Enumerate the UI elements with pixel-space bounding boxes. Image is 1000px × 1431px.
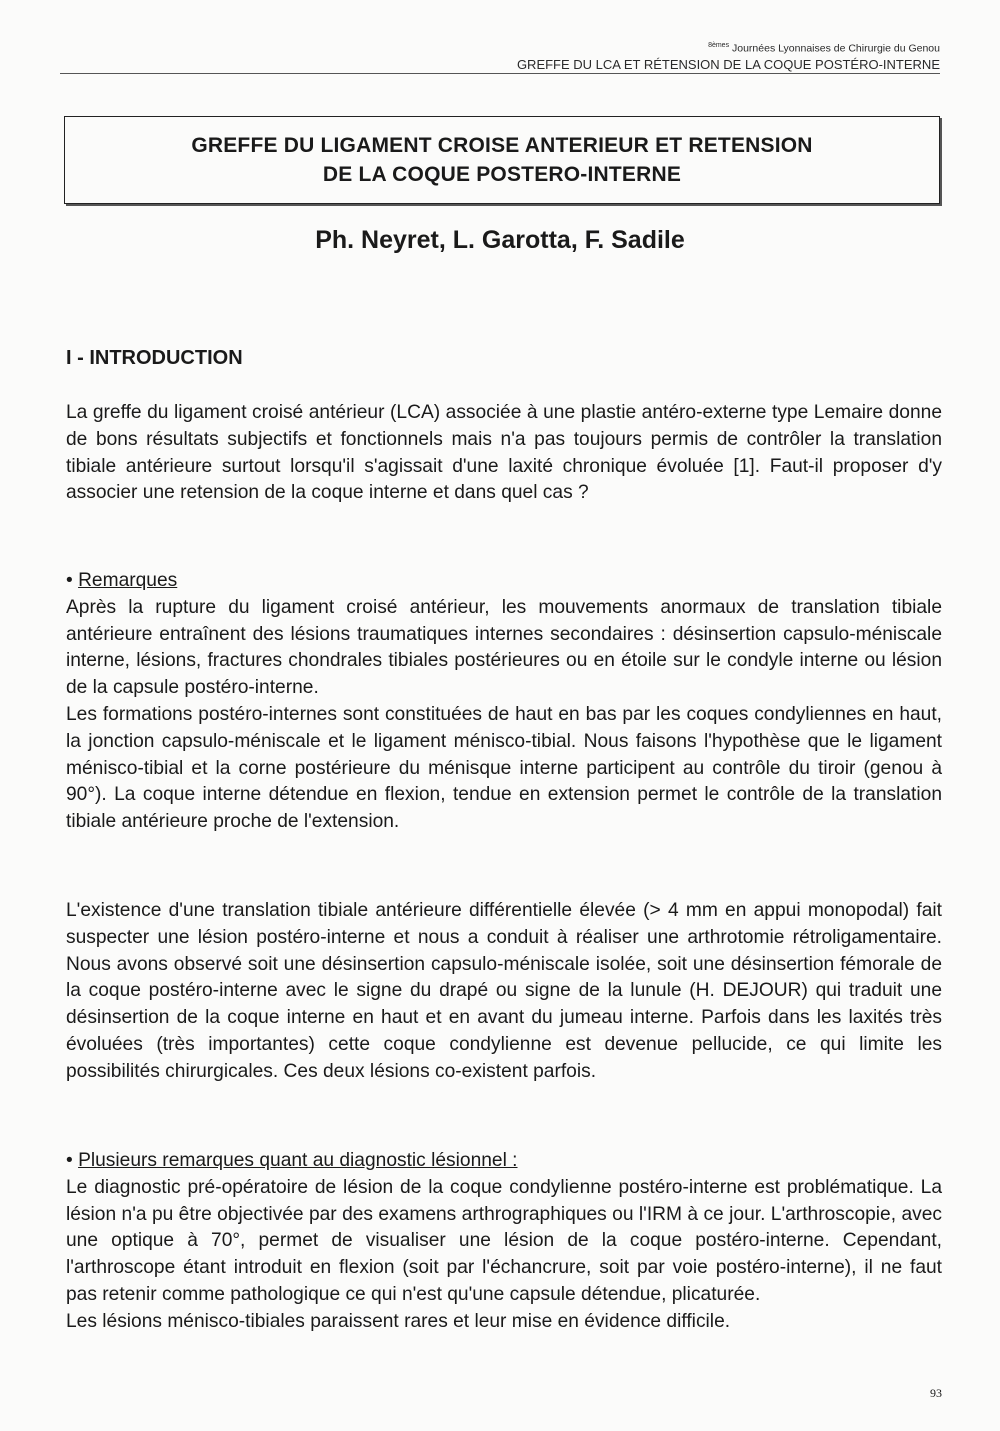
- intro-paragraph: [66, 400, 942, 507]
- running-head-line2: GREFFE DU LCA ET RÉTENSION DE LA COQUE POSTÉRO-INTERNE: [516, 56, 940, 72]
- running-head-ordinal: 8èmes: [708, 42, 730, 49]
- diagnostic-p2: Les lésions ménisco-tibiales paraissent rares et leur mise en évidence difficile.: [66, 1310, 731, 1332]
- title-box: [64, 116, 940, 204]
- bullet: •: [66, 570, 73, 591]
- header-rule: [60, 73, 940, 74]
- section-heading: I - INTRODUCTION: [66, 347, 243, 369]
- remarques-heading-text: Remarques: [78, 570, 178, 591]
- remarques-heading: [66, 568, 942, 595]
- running-head-event: Journées Lyonnaises de Chirurgie du Genou: [729, 42, 940, 55]
- diagnostic-heading: [66, 1148, 942, 1175]
- title-line1: GREFFE DU LIGAMENT CROISE ANTERIEUR ET RETENSION: [191, 134, 813, 157]
- remarques-p3: L'existence d'une translation tibiale antérieure différentielle élevée (> 4 mm en appui monopodal) fait suspecter une lésion postéro-interne et nous a conduit à réaliser une arthrotomie rétroligamentaire. Nous avons observé soit une désinsertion capsulo-méniscale isolée, soit une désinsertion fémorale de la coque postéro-interne avec le signe du drapé ou signe de la lunule (H. DEJOUR) qui traduit une désinsertion de la coque interne en haut et en avant du jumeau interne. Parfois dans les laxités très évoluées (très importantes) cette coque condylienne est devenue pellucide, ce qui limite les possibilités chirurgicales. Ces deux lésions co-existent parfois.: [66, 900, 942, 1082]
- remarques-p3-block: [66, 898, 942, 1086]
- page-number: 93: [930, 1386, 942, 1400]
- remarques-p2: Les formations postéro-internes sont constituées de haut en bas par les coques condyliennes en haut, la jonction capsulo-méniscale et le ligament ménisco-tibial. Nous faisons l'hypothèse que le ligament ménisco-tibial et la corne postérieure du ménisque interne participent au contrôle du tiroir (genou à 90°). La coque interne détendue en flexion, tendue en extension permet le contrôle de la translation tibiale antérieure proche de l'extension.: [66, 703, 942, 833]
- diagnostic-block: [66, 1148, 942, 1336]
- intro-text: La greffe du ligament croisé antérieur (LCA) associée à une plastie antéro-externe type Lemaire donne de bons résultats subjectifs et fonctionnels mais n'a pas toujours permis de contrôler la translation tibiale antérieure surtout lorsqu'il s'agissait d'une laxité chronique évoluée [1]. Faut-il proposer d'y associer une retension de la coque interne et dans quel cas ?: [66, 402, 942, 504]
- running-head: [517, 38, 940, 73]
- remarques-p1: Après la rupture du ligament croisé antérieur, les mouvements anormaux de translation tibiale antérieure entraînent des lésions traumatiques internes secondaires : désinsertion capsulo-méniscale interne, lésions, fractures chondrales tibiales postérieures ou en étoile sur le condyle interne ou lésion de la capsule postéro-interne.: [66, 596, 942, 699]
- remarques-block: [66, 568, 942, 836]
- diagnostic-p1: Le diagnostic pré-opératoire de lésion de la coque condylienne postéro-interne est problématique. La lésion n'a pu être objectivée par des examens arthrographiques ou l'IRM à ce jour. L'arthroscopie, avec une optique à 70°, permet de visualiser une lésion de la coque postéro-interne. Cependant, l'arthroscope étant introduit en flexion (soit par l'échancrure, soit par voie postéro-interne), il ne faut pas retenir comme pathologique ce qui n'est qu'une capsule détendue, plicaturée.: [66, 1176, 942, 1305]
- bullet: •: [66, 1150, 73, 1171]
- authors: Ph. Neyret, L. Garotta, F. Sadile: [315, 226, 685, 254]
- running-head-line1: [517, 38, 940, 57]
- diagnostic-heading-text: Plusieurs remarques quant au diagnostic lésionnel :: [78, 1150, 518, 1171]
- title-line2: DE LA COQUE POSTERO-INTERNE: [322, 163, 682, 186]
